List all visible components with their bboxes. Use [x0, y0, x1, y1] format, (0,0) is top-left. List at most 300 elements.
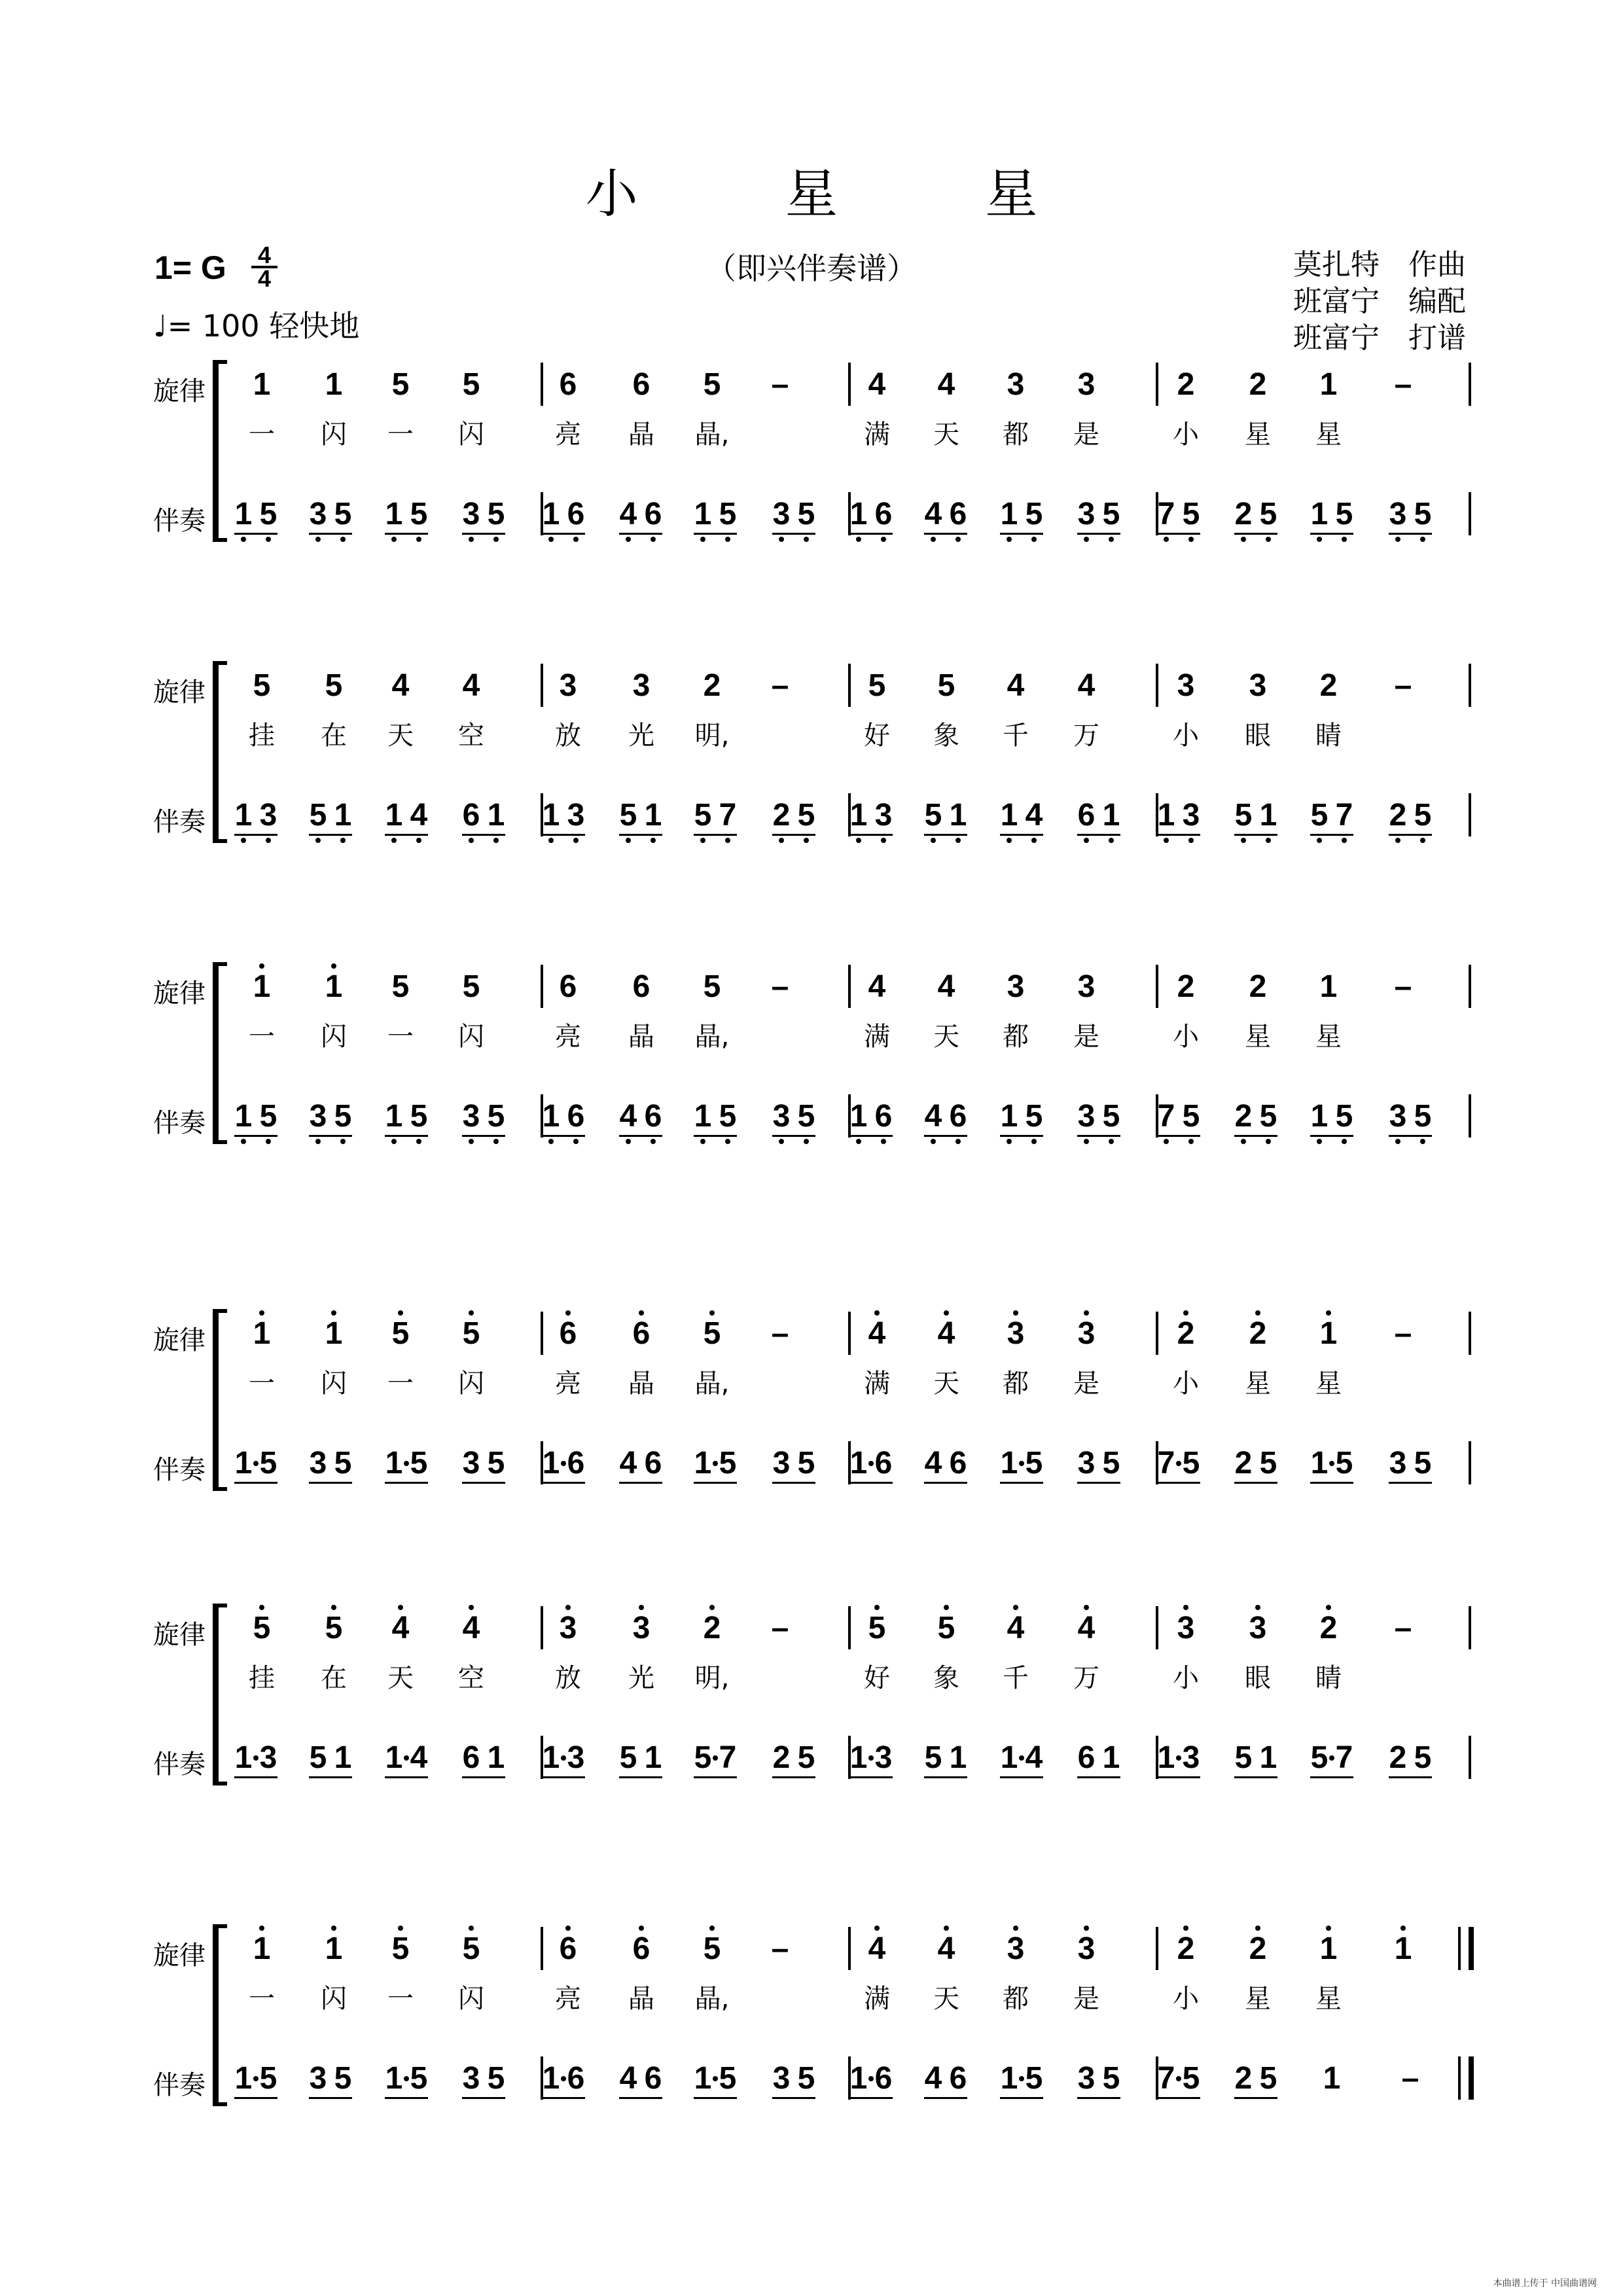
beam-line — [1157, 1776, 1200, 1778]
melody-note: 3 — [1007, 367, 1025, 402]
accomp-note: 6 — [567, 2061, 585, 2096]
key-signature: 1= G — [154, 249, 226, 286]
lyric-syllable: 睛 — [1315, 721, 1342, 751]
melody-note: – — [771, 1316, 789, 1351]
octave-dot — [469, 537, 474, 542]
octave-dot — [1084, 1310, 1089, 1316]
accomp-note: 2 — [1234, 2061, 1253, 2096]
barline — [848, 965, 851, 1008]
lyric-syllable: 晶 — [628, 1022, 654, 1052]
lyric-syllable: 一 — [249, 1022, 275, 1052]
beam-line — [772, 1482, 815, 1484]
label-melody: 旋律 — [153, 376, 205, 406]
lyric-syllable: 闪 — [458, 1022, 484, 1052]
barline — [1469, 965, 1471, 1008]
melody-note: – — [1394, 367, 1412, 402]
augmentation-dot — [404, 1755, 409, 1761]
lyric-syllable: 晶, — [694, 1369, 730, 1399]
lyric-syllable: 晶, — [694, 1022, 730, 1052]
augmentation-dot — [253, 1755, 259, 1761]
lyric-syllable: 千 — [1003, 1663, 1029, 1693]
accomp-note: 3 — [772, 2061, 791, 2096]
accomp-note: 5 — [1025, 1099, 1043, 1134]
accomp-note: 5 — [334, 1099, 352, 1134]
lyric-syllable: 星 — [1315, 1369, 1342, 1399]
octave-dot — [1007, 1139, 1012, 1144]
melody-note: 3 — [1007, 969, 1025, 1004]
lyric-syllable: 在 — [321, 1663, 347, 1693]
beam-line — [1310, 1482, 1353, 1484]
melody-note: 5 — [868, 1611, 886, 1645]
accomp-note: 6 — [567, 1099, 585, 1134]
accomp-note: 5 — [259, 1446, 277, 1480]
octave-dot — [856, 838, 861, 843]
beam-line — [385, 1482, 428, 1484]
melody-note: 5 — [391, 1931, 410, 1966]
octave-dot — [573, 838, 579, 843]
octave-dot — [1013, 1605, 1018, 1610]
time-signature-top: 4 — [257, 242, 272, 268]
melody-note: – — [771, 668, 789, 703]
octave-dot — [469, 1605, 474, 1610]
accomp-note: 5 — [1025, 2061, 1043, 2096]
accomp-note: 3 — [772, 1099, 791, 1134]
accomp-note: 5 — [1234, 1740, 1253, 1775]
melody-note: 1 — [325, 1316, 343, 1351]
octave-dot — [331, 963, 336, 969]
accomp-note: 5 — [924, 1740, 942, 1775]
accomp-note: 1 — [694, 2061, 712, 2096]
beam-line — [385, 1776, 428, 1778]
accomp-note: 5 — [797, 1446, 815, 1480]
beam-line — [1234, 533, 1277, 535]
octave-dot — [259, 1310, 264, 1316]
accomp-note: 1 — [234, 1099, 253, 1134]
engraver-credit: 班富宁 打谱 — [1293, 321, 1466, 355]
system-bracket — [213, 1309, 226, 1491]
octave-dot — [709, 1926, 715, 1931]
melody-note: – — [771, 1611, 789, 1645]
octave-dot — [1266, 838, 1271, 843]
melody-note: 5 — [325, 668, 343, 703]
octave-dot — [340, 1139, 346, 1144]
octave-dot — [1188, 537, 1194, 542]
accomp-note: 5 — [619, 1740, 637, 1775]
octave-dot — [398, 1605, 403, 1610]
beam-line — [694, 1135, 737, 1137]
beam-line — [924, 1776, 967, 1778]
melody-note: 2 — [1249, 969, 1267, 1004]
octave-dot — [700, 838, 705, 843]
beam-line — [542, 533, 585, 535]
accomp-note: 5 — [1259, 1446, 1277, 1480]
octave-dot — [1031, 838, 1037, 843]
accomp-note: 5 — [1414, 1446, 1432, 1480]
accomp-note: 5 — [1414, 497, 1432, 531]
melody-note: 5 — [703, 969, 721, 1004]
accomp-note: – — [1401, 2061, 1419, 2096]
time-signature — [251, 243, 277, 291]
octave-dot — [626, 1139, 631, 1144]
accomp-note: 4 — [1025, 798, 1043, 833]
accomp-note: 3 — [1077, 1446, 1096, 1480]
accomp-note: 6 — [644, 2061, 662, 2096]
lyric-syllable: 万 — [1073, 721, 1099, 751]
accomp-note: 3 — [772, 1446, 791, 1480]
lyric-syllable: 一 — [387, 420, 414, 450]
accomp-note: 1 — [1259, 1740, 1277, 1775]
lyric-syllable: 是 — [1073, 1022, 1099, 1052]
octave-dot — [548, 838, 554, 843]
octave-dot — [1164, 838, 1169, 843]
accomp-note: 5 — [1182, 497, 1200, 531]
melody-note: 2 — [1249, 367, 1267, 402]
beam-line — [694, 2097, 737, 2099]
octave-dot — [856, 1139, 861, 1144]
beam-line — [1310, 834, 1353, 836]
augmentation-dot — [1019, 2076, 1024, 2081]
barline — [1469, 492, 1471, 535]
melody-note: 2 — [1177, 1931, 1195, 1966]
melody-note: 5 — [253, 668, 271, 703]
accomp-note: 5 — [1102, 1099, 1120, 1134]
beam-line — [542, 1135, 585, 1137]
beam-line — [619, 1776, 662, 1778]
accomp-note: 3 — [309, 2061, 327, 2096]
beam-line — [385, 1135, 428, 1137]
melody-note: 4 — [937, 1931, 955, 1966]
lyric-syllable: 眼 — [1245, 1663, 1271, 1693]
octave-dot — [1266, 1139, 1271, 1144]
octave-dot — [955, 1139, 961, 1144]
beam-line — [849, 533, 893, 535]
accomp-note: 4 — [924, 1446, 942, 1480]
octave-dot — [1395, 838, 1400, 843]
melody-note: 3 — [1177, 1611, 1195, 1645]
augmentation-dot — [1176, 1461, 1181, 1466]
melody-note: – — [771, 969, 789, 1004]
accomp-note: 6 — [949, 497, 967, 531]
accomp-note: 5 — [334, 2061, 352, 2096]
octave-dot — [639, 1605, 644, 1610]
melody-note: 1 — [1319, 367, 1338, 402]
lyric-syllable: 一 — [249, 1369, 275, 1399]
barline — [848, 1312, 851, 1355]
accomp-note: 1 — [542, 1446, 560, 1480]
accomp-note: 3 — [309, 1446, 327, 1480]
octave-dot — [416, 537, 421, 542]
beam-line — [1389, 533, 1432, 535]
accomp-note: 5 — [259, 497, 277, 531]
label-melody: 旋律 — [153, 1941, 205, 1971]
beam-line — [309, 533, 352, 535]
accomp-note: 1 — [542, 497, 560, 531]
lyric-syllable: 亮 — [555, 420, 581, 450]
augmentation-dot — [1176, 2076, 1181, 2081]
accomp-note: 2 — [772, 1740, 791, 1775]
lyric-syllable: 闪 — [321, 1984, 347, 2014]
accomp-note: 5 — [487, 1446, 505, 1480]
melody-note: 4 — [868, 969, 886, 1004]
octave-dot — [931, 537, 936, 542]
beam-line — [619, 1135, 662, 1137]
beam-line — [924, 1482, 967, 1484]
melody-note: 6 — [632, 1931, 651, 1966]
accomp-note: 1 — [694, 1446, 712, 1480]
beam-line — [619, 2097, 662, 2099]
melody-note: 5 — [462, 969, 480, 1004]
melody-note: 2 — [1177, 969, 1195, 1004]
accomp-note: 3 — [259, 798, 277, 833]
octave-dot — [416, 838, 421, 843]
lyric-syllable: 天 — [933, 420, 959, 450]
melody-note: – — [1394, 668, 1412, 703]
octave-dot — [1420, 537, 1425, 542]
octave-dot — [1109, 838, 1114, 843]
melody-note: 4 — [1007, 1611, 1025, 1645]
octave-dot — [315, 537, 321, 542]
beam-line — [924, 2097, 967, 2099]
page-title: 小 星 星 — [585, 164, 1103, 224]
lyric-syllable: 天 — [933, 1984, 959, 2014]
lyric-syllable: 小 — [1173, 1022, 1199, 1052]
accomp-note: 1 — [234, 1446, 253, 1480]
octave-dot — [700, 537, 705, 542]
beam-line — [462, 1482, 505, 1484]
melody-note: – — [1394, 1611, 1412, 1645]
beam-line — [234, 2097, 277, 2099]
octave-dot — [1084, 1605, 1089, 1610]
accomp-note: 7 — [1335, 1740, 1353, 1775]
melody-note: 4 — [937, 367, 955, 402]
lyric-syllable: 天 — [387, 721, 414, 751]
beam-line — [694, 533, 737, 535]
beam-line — [619, 834, 662, 836]
accomp-note: 5 — [1025, 1446, 1043, 1480]
lyric-syllable: 晶, — [694, 420, 730, 450]
accomp-note: 1 — [644, 798, 662, 833]
beam-line — [849, 834, 893, 836]
melody-note: 1 — [1319, 1316, 1338, 1351]
octave-dot — [1420, 1139, 1425, 1144]
accomp-note: 2 — [772, 798, 791, 833]
accomp-note: 6 — [644, 1099, 662, 1134]
octave-dot — [1007, 838, 1012, 843]
beam-line — [1157, 533, 1200, 535]
melody-note: 2 — [703, 668, 721, 703]
accomp-note: 7 — [1157, 1099, 1175, 1134]
melody-note: 6 — [559, 969, 577, 1004]
accomp-note: 1 — [234, 497, 253, 531]
accomp-note: 1 — [1000, 798, 1018, 833]
beam-line — [1077, 834, 1120, 836]
barline — [1469, 664, 1471, 707]
octave-dot — [1007, 537, 1012, 542]
beam-line — [924, 834, 967, 836]
octave-dot — [874, 1310, 880, 1316]
system-bracket — [213, 1604, 226, 1785]
accomp-note: 1 — [385, 798, 403, 833]
barline — [541, 1312, 543, 1355]
accomp-note: 1 — [849, 1446, 868, 1480]
barline — [541, 664, 543, 707]
octave-dot — [266, 537, 271, 542]
accomp-note: 7 — [719, 1740, 737, 1775]
augmentation-dot — [713, 1755, 718, 1761]
melody-note: 1 — [1319, 1931, 1338, 1966]
arranger-credit: 班富宁 编配 — [1293, 285, 1466, 318]
octave-dot — [1241, 838, 1246, 843]
lyric-syllable: 晶 — [628, 1369, 654, 1399]
system-bracket — [213, 661, 226, 843]
beam-line — [1389, 1482, 1432, 1484]
lyric-syllable: 眼 — [1245, 721, 1271, 751]
accomp-note: 6 — [567, 1446, 585, 1480]
beam-line — [849, 1135, 893, 1137]
accomp-note: 4 — [410, 798, 428, 833]
melody-note: 2 — [1319, 668, 1338, 703]
beam-line — [1234, 1482, 1277, 1484]
octave-dot — [1164, 537, 1169, 542]
beam-line — [1077, 2097, 1120, 2099]
octave-dot — [391, 537, 397, 542]
barline — [1156, 363, 1158, 406]
accomp-note: 5 — [797, 1099, 815, 1134]
barline — [1469, 1312, 1471, 1355]
accomp-note: 3 — [462, 1099, 480, 1134]
beam-line — [1389, 1776, 1432, 1778]
accomp-note: 3 — [1077, 1099, 1096, 1134]
barline — [1156, 664, 1158, 707]
label-melody: 旋律 — [153, 978, 205, 1009]
lyric-syllable: 天 — [933, 1022, 959, 1052]
melody-note: 3 — [1177, 668, 1195, 703]
accomp-note: 7 — [1157, 1446, 1175, 1480]
octave-dot — [1395, 1139, 1400, 1144]
octave-dot — [548, 1139, 554, 1144]
octave-dot — [955, 838, 961, 843]
lyric-syllable: 闪 — [321, 1022, 347, 1052]
beam-line — [1000, 834, 1043, 836]
accomp-note: 5 — [334, 497, 352, 531]
barline — [1458, 1927, 1461, 1970]
beam-line — [462, 533, 505, 535]
beam-line — [542, 1776, 585, 1778]
octave-dot — [1188, 1139, 1194, 1144]
accomp-note: 6 — [874, 497, 893, 531]
beam-line — [234, 834, 277, 836]
octave-dot — [469, 838, 474, 843]
lyric-syllable: 亮 — [555, 1984, 581, 2014]
octave-dot — [391, 838, 397, 843]
octave-dot — [1084, 537, 1089, 542]
augmentation-dot — [404, 1461, 409, 1466]
melody-note: 1 — [1319, 969, 1338, 1004]
melody-note: 5 — [937, 1611, 955, 1645]
accomp-note: 1 — [487, 1740, 505, 1775]
accomp-note: 6 — [874, 1446, 893, 1480]
octave-dot — [1400, 1926, 1406, 1931]
accomp-note: 3 — [1389, 1099, 1407, 1134]
tempo-marking: ♩= 100 轻快地 — [153, 308, 360, 344]
beam-line — [385, 834, 428, 836]
lyric-syllable: 闪 — [458, 420, 484, 450]
melody-note: 6 — [632, 367, 651, 402]
beam-line — [849, 1776, 893, 1778]
melody-note: 4 — [868, 367, 886, 402]
melody-note: 3 — [1077, 367, 1096, 402]
barline — [541, 1927, 543, 1970]
accomp-note: 5 — [694, 798, 712, 833]
accomp-note: 5 — [1259, 497, 1277, 531]
melody-note: 1 — [325, 969, 343, 1004]
label-accomp: 伴奏 — [153, 807, 205, 837]
accomp-note: 5 — [1102, 1446, 1120, 1480]
accomp-note: 5 — [259, 1099, 277, 1134]
beam-line — [234, 1482, 277, 1484]
octave-dot — [398, 1926, 403, 1931]
octave-dot — [340, 838, 346, 843]
accomp-note: 3 — [874, 1740, 893, 1775]
melody-note: 1 — [325, 367, 343, 402]
lyric-syllable: 一 — [249, 1984, 275, 2014]
beam-line — [309, 1776, 352, 1778]
melody-note: 1 — [253, 1931, 271, 1966]
octave-dot — [804, 1139, 809, 1144]
melody-note: 4 — [937, 969, 955, 1004]
label-melody: 旋律 — [153, 1325, 205, 1355]
accomp-note: 3 — [462, 497, 480, 531]
accomp-note: 5 — [1025, 497, 1043, 531]
augmentation-dot — [868, 2076, 874, 2081]
accomp-note: 7 — [719, 798, 737, 833]
beam-line — [1000, 533, 1043, 535]
beam-line — [1157, 1135, 1200, 1137]
octave-dot — [469, 1926, 474, 1931]
octave-dot — [1326, 1605, 1331, 1610]
octave-dot — [1317, 537, 1322, 542]
beam-line — [234, 533, 277, 535]
label-accomp: 伴奏 — [153, 1749, 205, 1780]
melody-note: 4 — [1077, 668, 1096, 703]
lyric-syllable: 晶 — [628, 1984, 654, 2014]
beam-line — [772, 2097, 815, 2099]
lyric-syllable: 星 — [1245, 1984, 1271, 2014]
accomp-note: 6 — [874, 2061, 893, 2096]
melody-note: 5 — [937, 668, 955, 703]
melody-note: 5 — [325, 1611, 343, 1645]
accomp-note: 6 — [874, 1099, 893, 1134]
accomp-note: 5 — [1335, 1099, 1353, 1134]
lyric-syllable: 是 — [1073, 420, 1099, 450]
accomp-note: 5 — [487, 1099, 505, 1134]
accomp-note: 6 — [462, 1740, 480, 1775]
accomp-note: 3 — [309, 497, 327, 531]
lyric-syllable: 星 — [1315, 1984, 1342, 2014]
lyric-syllable: 晶 — [628, 420, 654, 450]
accomp-note: 4 — [1025, 1740, 1043, 1775]
melody-note: 3 — [1007, 1316, 1025, 1351]
accomp-note: 1 — [849, 1099, 868, 1134]
accomp-note: 4 — [619, 2061, 637, 2096]
octave-dot — [1183, 1605, 1188, 1610]
beam-line — [1389, 1135, 1432, 1137]
octave-dot — [779, 838, 784, 843]
barline — [848, 664, 851, 707]
accomp-note: 5 — [334, 1446, 352, 1480]
label-accomp: 伴奏 — [153, 1455, 205, 1485]
octave-dot — [944, 1605, 949, 1610]
